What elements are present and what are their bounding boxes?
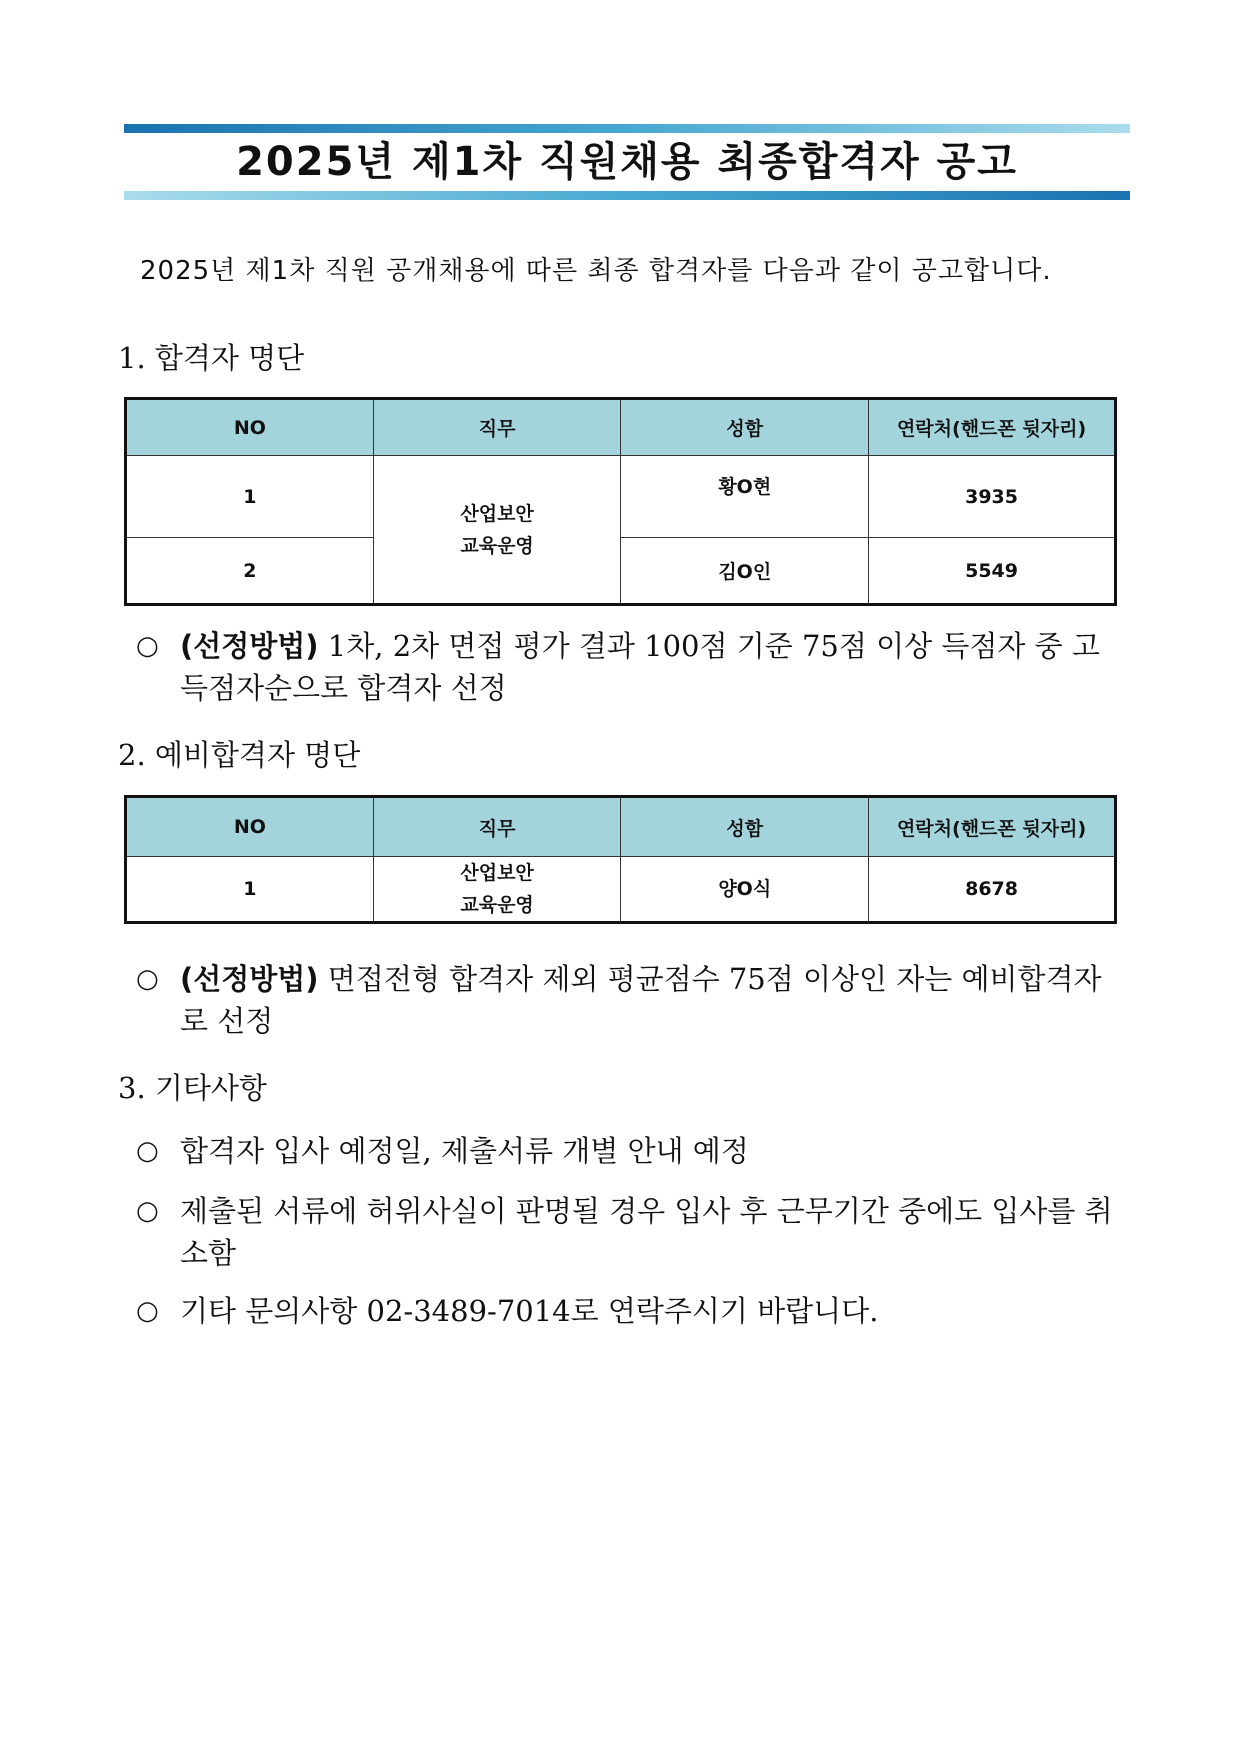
job-line1: 산업보안 [460, 502, 534, 525]
method-label: (선정방법) [180, 962, 319, 996]
method-text: 1차, 2차 면접 평가 결과 100점 기준 75점 이상 득점자 중 고득점자순으로 합격자 선정 [180, 629, 1100, 705]
table-row [126, 857, 1116, 923]
cell-no: 1 [126, 456, 374, 538]
section2-heading: 2. 예비합격자 명단 [118, 738, 361, 772]
bullet-mark: ○ [136, 1136, 159, 1166]
list-item-text: 합격자 입사 예정일, 제출서류 개별 안내 예정 [180, 1134, 749, 1168]
method-label: (선정방법) [180, 629, 319, 663]
header-job: 직무 [373, 797, 621, 857]
header-no: NO [126, 399, 374, 456]
cell-phone: 8678 [869, 857, 1116, 923]
cell-job [373, 857, 621, 923]
table-row [126, 538, 1116, 605]
cell-name: 김O인 [621, 538, 869, 605]
intro-text: 2025년 제1차 직원 공개채용에 따른 최종 합격자를 다음과 같이 공고합니다. [140, 256, 1052, 286]
list-item-text: 기타 문의사항 02-3489-7014로 연락주시기 바랍니다. [180, 1294, 879, 1328]
bullet-mark: ○ [136, 631, 159, 661]
cell-no: 2 [126, 538, 374, 605]
cell-phone: 5549 [869, 538, 1116, 605]
job-line2: 교육운영 [460, 534, 534, 557]
list-item-text: 제출된 서류에 허위사실이 판명될 경우 입사 후 근무기간 중에도 입사를 취소함 [180, 1194, 1113, 1270]
job-line2: 교육운영 [460, 894, 534, 916]
method-text: 면접전형 합격자 제외 평균점수 75점 이상인 자는 예비합격자로 선정 [180, 962, 1102, 1038]
header-no: NO [126, 797, 374, 857]
header-job: 직무 [373, 399, 621, 456]
cell-job [373, 456, 621, 605]
reserve-pass-table [124, 795, 1117, 924]
cell-name: 황O현 [621, 456, 869, 538]
header-name: 성함 [621, 399, 869, 456]
header-phone: 연락처(핸드폰 뒷자리) [869, 797, 1116, 857]
header-phone: 연락처(핸드폰 뒷자리) [869, 399, 1116, 456]
table-row [126, 456, 1116, 538]
title-bar-top [124, 124, 1130, 133]
bullet-mark: ○ [136, 1196, 159, 1226]
job-line1: 산업보안 [460, 862, 534, 884]
table-header-row [126, 797, 1116, 857]
bullet-mark: ○ [136, 964, 159, 994]
title-bar-bottom [124, 191, 1130, 200]
bullet-mark: ○ [136, 1296, 159, 1326]
final-pass-table [124, 397, 1117, 606]
header-name: 성함 [621, 797, 869, 857]
title-banner [124, 124, 1130, 200]
cell-no: 1 [126, 857, 374, 923]
cell-name: 양O식 [621, 857, 869, 923]
section3-heading: 3. 기타사항 [118, 1071, 267, 1105]
section1-heading: 1. 합격자 명단 [118, 341, 305, 375]
table-header-row [126, 399, 1116, 456]
cell-phone: 3935 [869, 456, 1116, 538]
page-title: 2025년 제1차 직원채용 최종합격자 공고 [236, 139, 1018, 185]
